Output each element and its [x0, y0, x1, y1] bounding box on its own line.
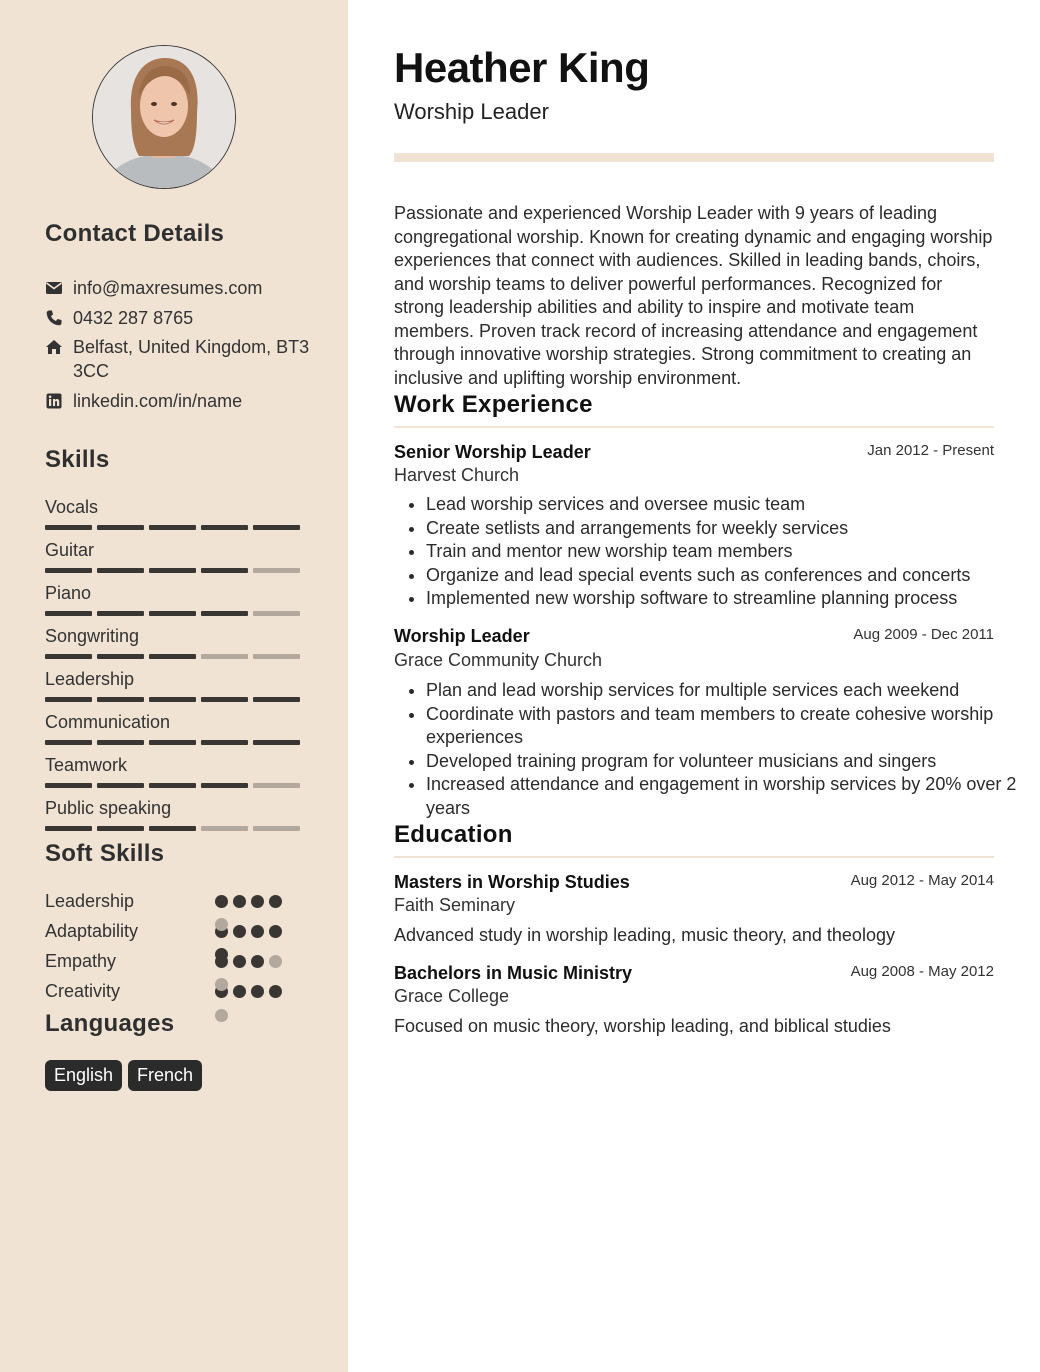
skill-item [45, 711, 305, 745]
soft-skill-stray-dot [215, 978, 228, 991]
job-bullet: • Developed training program for volunteer musicians and singers [426, 750, 1026, 774]
soft-skill-dot [251, 985, 264, 998]
contact-phone[interactable] [45, 306, 315, 330]
degree-dates: Aug 2012 - May 2014 [850, 872, 994, 889]
skill-level-segment [45, 568, 92, 573]
skill-level-segment [149, 697, 196, 702]
soft-skill-item [45, 918, 295, 944]
contact-address-text: Belfast, United Kingdom, BT3 3CC [73, 337, 310, 381]
candidate-name: Heather King [394, 44, 650, 91]
skill-level-segment [201, 525, 248, 530]
contact-address [45, 335, 315, 383]
skill-level-segment [253, 826, 300, 831]
soft-skill-stray-dot [215, 918, 228, 931]
soft-skill-dot [233, 955, 246, 968]
soft-skill-dot [215, 895, 228, 908]
soft-skill-item [45, 888, 295, 914]
skills-heading: Skills [45, 446, 110, 473]
soft-skill-label: Empathy [45, 951, 117, 971]
skill-level-segment [201, 654, 248, 659]
section-divider [394, 856, 994, 858]
job-bullets [394, 493, 1026, 611]
soft-skill-stray-dot [215, 1009, 228, 1022]
soft-skill-dot [233, 895, 246, 908]
soft-skill-rating [215, 895, 282, 908]
skill-item [45, 668, 305, 702]
skill-level-segment [97, 740, 144, 745]
school-name: Faith Seminary [394, 895, 516, 915]
skill-level-segment [97, 525, 144, 530]
skill-label: Communication [45, 712, 171, 732]
soft-skill-label: Adaptability [45, 921, 139, 941]
skill-level-bar [45, 611, 305, 616]
skill-level-segment [201, 697, 248, 702]
skill-level-segment [45, 611, 92, 616]
skill-level-segment [45, 740, 92, 745]
header-divider [394, 153, 994, 162]
job-bullet: • Coordinate with pastors and team members to create cohesive worship experiences [426, 703, 1026, 750]
skill-level-bar [45, 697, 305, 702]
language-badge: French [128, 1060, 202, 1091]
soft-skill-dot [251, 895, 264, 908]
skill-level-segment [45, 525, 92, 530]
skill-label: Public speaking [45, 798, 172, 818]
skill-level-segment [97, 611, 144, 616]
soft-skill-item [45, 948, 295, 974]
soft-skill-dot [269, 955, 282, 968]
skill-level-bar [45, 740, 305, 745]
skill-level-bar [45, 654, 305, 659]
skill-level-segment [45, 783, 92, 788]
skill-level-segment [201, 740, 248, 745]
skill-level-segment [253, 740, 300, 745]
skill-level-segment [201, 611, 248, 616]
skill-level-segment [97, 826, 144, 831]
contact-linkedin[interactable] [45, 389, 315, 413]
soft-skill-dot [251, 955, 264, 968]
soft-skill-item [45, 978, 295, 1004]
skill-level-segment [149, 654, 196, 659]
contact-email[interactable] [45, 276, 315, 300]
sidebar [0, 0, 348, 1372]
linkedin-icon [45, 392, 63, 410]
contact-phone-text: 0432 287 8765 [73, 308, 194, 328]
skill-level-segment [253, 654, 300, 659]
job-organization: Grace Community Church [394, 650, 603, 670]
skill-label: Vocals [45, 497, 99, 517]
skill-level-segment [149, 568, 196, 573]
degree-description: Advanced study in worship leading, music theory, and theology [394, 925, 895, 945]
skill-level-segment [149, 525, 196, 530]
soft-skill-dot [233, 925, 246, 938]
skill-item [45, 496, 305, 530]
skill-level-segment [149, 783, 196, 788]
languages-heading: Languages [45, 1010, 175, 1037]
job-bullet: • Increased attendance and engagement in worship services by 20% over 2 years [426, 773, 1026, 820]
profile-summary: Passionate and experienced Worship Leader with 9 years of leading congregational worship. Known for creating dynamic and engaging worship experiences that connect with audiences. Skilled in leading bands, choirs, and worship teams to deliver powerful performances. Recognized for strong leadership abilities and ability to inspire and motivate team members. Proven track record of increasing attendance and engagement through innovative worship strategies. Strong commitment to creating an inclusive and uplifting worship environment. [394, 203, 993, 388]
education-heading: Education [394, 821, 513, 848]
skill-level-segment [45, 654, 92, 659]
skill-item [45, 797, 305, 831]
skill-item [45, 625, 305, 659]
skill-label: Piano [45, 583, 92, 603]
work-experience-heading: Work Experience [394, 391, 593, 418]
job-bullet: • Lead worship services and oversee music team [426, 493, 1026, 517]
candidate-role: Worship Leader [394, 99, 549, 124]
profile-photo [92, 45, 236, 189]
job-bullet: • Train and mentor new worship team members [426, 540, 1026, 564]
skill-level-segment [201, 568, 248, 573]
envelope-icon [45, 279, 63, 297]
skill-level-segment [253, 525, 300, 530]
skill-level-segment [253, 783, 300, 788]
job-bullets [394, 679, 1026, 820]
degree-title: Masters in Worship Studies [394, 872, 630, 892]
degree-description: Focused on music theory, worship leading, and biblical studies [394, 1016, 891, 1036]
section-divider [394, 426, 994, 428]
job-organization: Harvest Church [394, 465, 520, 485]
skill-level-bar [45, 826, 305, 831]
soft-skill-dot [269, 895, 282, 908]
job-bullet: • Organize and lead special events such as conferences and concerts [426, 564, 1026, 588]
skill-level-segment [253, 568, 300, 573]
skill-label: Guitar [45, 540, 95, 560]
skill-level-segment [253, 697, 300, 702]
languages-list [45, 1060, 202, 1091]
skill-level-bar [45, 568, 305, 573]
soft-skills-heading: Soft Skills [45, 840, 165, 867]
phone-icon [45, 309, 63, 327]
degree-dates: Aug 2008 - May 2012 [850, 963, 994, 980]
job-title: Senior Worship Leader [394, 442, 591, 462]
skill-level-segment [149, 826, 196, 831]
degree-title: Bachelors in Music Ministry [394, 963, 633, 983]
skill-item [45, 754, 305, 788]
skill-level-segment [97, 568, 144, 573]
skill-level-bar [45, 525, 305, 530]
home-icon [45, 338, 63, 356]
skill-level-segment [253, 611, 300, 616]
skill-level-segment [97, 697, 144, 702]
soft-skill-dot [269, 985, 282, 998]
skill-level-segment [149, 611, 196, 616]
contact-heading: Contact Details [45, 220, 225, 247]
soft-skill-dot [251, 925, 264, 938]
school-name: Grace College [394, 986, 510, 1006]
skill-level-segment [45, 826, 92, 831]
soft-skill-dot [233, 985, 246, 998]
job-bullet: • Plan and lead worship services for multiple services each weekend [426, 679, 1026, 703]
skill-label: Leadership [45, 669, 135, 689]
skill-level-segment [45, 697, 92, 702]
soft-skill-label: Leadership [45, 891, 135, 911]
job-dates: Jan 2012 - Present [867, 442, 994, 459]
contact-linkedin-text: linkedin.com/in/name [73, 391, 243, 411]
soft-skill-label: Creativity [45, 981, 121, 1001]
skill-label: Songwriting [45, 626, 140, 646]
soft-skill-dot [269, 925, 282, 938]
language-badge: English [45, 1060, 122, 1091]
skill-label: Teamwork [45, 755, 128, 775]
job-bullet: • Create setlists and arrangements for weekly services [426, 517, 1026, 541]
soft-skill-stray-dot [215, 948, 228, 961]
skill-level-segment [97, 654, 144, 659]
skill-level-segment [201, 783, 248, 788]
skill-level-segment [149, 740, 196, 745]
contact-email-text: info@maxresumes.com [73, 278, 263, 298]
skill-item [45, 582, 305, 616]
skill-item [45, 539, 305, 573]
skill-level-segment [201, 826, 248, 831]
skill-level-segment [97, 783, 144, 788]
skill-level-bar [45, 783, 305, 788]
job-title: Worship Leader [394, 626, 530, 646]
job-dates: Aug 2009 - Dec 2011 [853, 626, 994, 643]
job-bullet: • Implemented new worship software to streamline planning process [426, 587, 1026, 611]
